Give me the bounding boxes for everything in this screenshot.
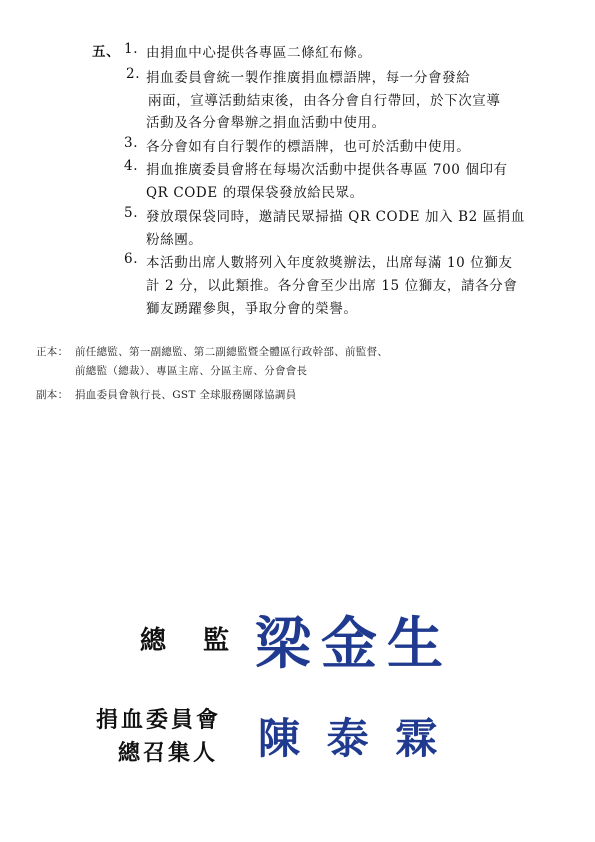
- original-label: 正本：: [36, 346, 69, 358]
- list-item-text: 發放環保袋同時，邀請民眾掃描 QR CODE 加入 B2 區捐血: [146, 209, 525, 225]
- list-item-text: 各分會如有自行製作的標語牌，也可於活動中使用。: [146, 139, 471, 155]
- list-item-number: 4.: [124, 158, 139, 174]
- list-item-number: 1.: [124, 41, 139, 57]
- list-item-text: 獅友踴躍參與，爭取分會的榮譽。: [146, 301, 358, 317]
- section-label: 五、: [92, 44, 121, 60]
- list-item-text: 粉絲團。: [146, 232, 203, 248]
- committee-title-line1: 捐血委員會: [96, 707, 222, 733]
- list-item-text: QR CODE 的環保袋發放給民眾。: [146, 185, 364, 201]
- committee-title-line2: 總召集人: [118, 740, 219, 766]
- list-item-text: 計 2 分，以此類推。各分會至少出席 15 位獅友，請各分會: [146, 278, 518, 294]
- list-item-text: 活動及各分會舉辦之捐血活動中使用。: [146, 115, 386, 131]
- governor-title: 總 監: [140, 626, 244, 656]
- copy-recipients: 捐血委員會執行長、GST 全球服務團隊協調員: [75, 389, 297, 401]
- original-recipients-line: 前任總監、第一副總監、第二副總監暨全體區行政幹部、前監督、: [75, 346, 389, 358]
- list-item-text: 本活動出席人數將列入年度敘獎辦法，出席每滿 10 位獅友: [146, 255, 513, 271]
- list-item-number: 3.: [124, 135, 139, 151]
- list-item-text: 由捐血中心提供各專區二條紅布條。: [146, 45, 372, 61]
- original-recipients-line: 前總監（總裁）、專區主席、分區主席、分會會長: [75, 365, 308, 377]
- list-item-text: 捐血委員會統一製作推廣捐血標語牌，每一分會發給: [146, 70, 471, 86]
- list-item-number: 6.: [124, 251, 139, 267]
- committee-name: 陳 泰 霖: [258, 714, 444, 763]
- governor-name: 梁金生: [255, 611, 453, 677]
- list-item-number: 5.: [124, 205, 139, 221]
- copy-label: 副本：: [36, 389, 69, 401]
- list-item-number: 2.: [126, 66, 141, 82]
- list-item-text: 兩面，宣導活動結束後，由各分會自行帶回，於下次宣導: [148, 93, 501, 109]
- list-item-text: 捐血推廣委員會將在每場次活動中提供各專區 700 個印有: [146, 162, 508, 178]
